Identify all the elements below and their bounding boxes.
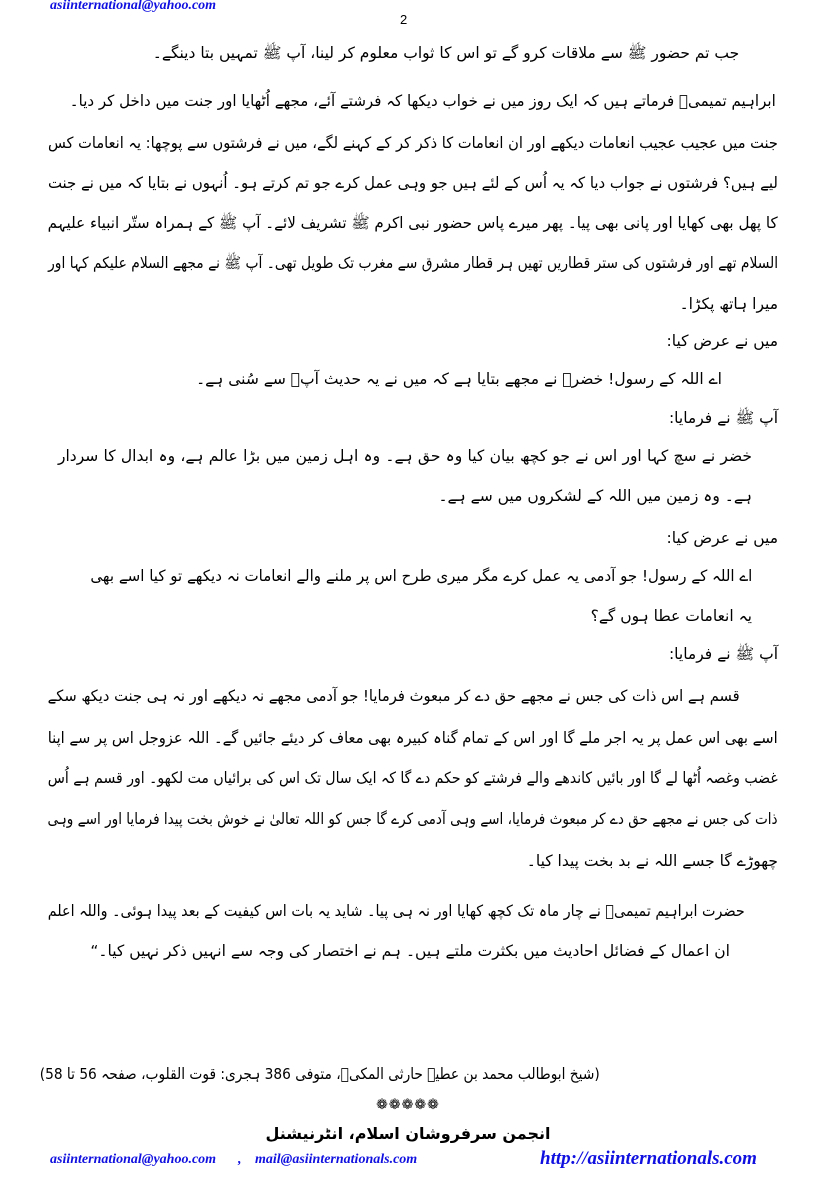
closing-line — [48, 936, 730, 966]
opening-line — [150, 38, 742, 68]
speaker-said-2 — [48, 639, 778, 669]
paragraph-dream-text: ابراہیم تمیمیؒ فرماتے ہیں کہ ایک روز میں نے خواب دیکھا کہ فرشتے آئے، مجھے اُٹھایا اور جنت میں داخل کر دیا۔ — [70, 92, 776, 110]
paragraph-line — [48, 168, 778, 198]
line-text: یہ انعامات عطا ہوں گے؟ — [590, 607, 752, 625]
line-text: آپ ﷺ نے فرمایا: — [668, 645, 778, 663]
footer-email-link-2[interactable]: mail@asiinternationals.com — [255, 1152, 418, 1167]
question-2-line — [90, 601, 752, 631]
question-2-line — [90, 561, 752, 591]
question-1 — [48, 364, 722, 394]
footer-separator: , — [238, 1152, 242, 1167]
page-number: 2 — [400, 12, 408, 27]
line-text: ہے۔ وہ زمین میں اللہ کے لشکروں میں سے ہے۔ — [438, 487, 752, 505]
line-text: غضب وغصہ اُٹھا لے گا اور بائیں کاندھے والے فرشتے کو حکم دے گا کہ ایک سال تک اس کی برائیاں مت لکھو۔ اور قسم ہے اُس — [48, 769, 778, 787]
line-text: میں نے عرض کیا: — [666, 332, 778, 350]
organization-name: انجمن سرفروشان اسلام، انٹرنیشنل — [265, 1124, 551, 1143]
speaker-said-1 — [48, 403, 778, 433]
line-text: خضر نے سچ کہا اور اس نے جو کچھ بیان کیا وہ حق ہے۔ وہ اہل زمین میں بڑا عالم ہے، وہ ابدال کا سردار — [58, 447, 752, 465]
footer-website-link[interactable]: http://asiinternationals.com — [540, 1148, 757, 1169]
closing-line — [48, 896, 745, 926]
line-text: جنت میں عجیب عجیب انعامات دیکھے اور ان انعامات کا ذکر کر کے کہنے لگے، میں نے فرشتوں سے پوچھا: یہ انعامات کس — [47, 134, 778, 152]
answer-2-line — [48, 723, 778, 753]
answer-1-line — [58, 441, 752, 471]
line-text: لیے ہیں؟ فرشتوں نے جواب دیا کہ یہ اُس کے لئے ہیں جو وہی عمل کرے جو تم کرتے ہو۔ اُنہوں نے بتایا کہ میں نے جنت — [48, 174, 778, 192]
paragraph-line — [48, 128, 778, 158]
line-text: السلام تھے اور فرشتوں کی ستر قطاریں تھیں ہر قطار مشرق سے مغرب تک طویل تھی۔ آپ ﷺ نے مجھے السلام علیکم کہا اور — [48, 254, 778, 272]
paragraph-line — [48, 289, 778, 319]
line-text: میں نے عرض کیا: — [666, 529, 778, 547]
speaker-ask-1 — [48, 326, 778, 356]
citation — [40, 1059, 600, 1089]
line-text: میرا ہاتھ پکڑا۔ — [679, 295, 778, 313]
answer-1-line — [58, 481, 752, 511]
paragraph-dream — [70, 86, 776, 116]
footer-email-link-1[interactable]: asiinternational@yahoo.com — [50, 1152, 217, 1167]
paragraph-line — [48, 208, 778, 238]
line-text: چھوڑے گا جسے اللہ نے بد بخت پیدا کیا۔ — [526, 852, 778, 870]
answer-2-line — [48, 846, 778, 876]
line-text: اسے بھی اس عمل پر یہ اجر ملے گا اور اس کے تمام گناہ کبیرہ بھی معاف کر دیئے جائیں گے۔ اللہ عزوجل اس پر سے اپنا — [48, 729, 778, 747]
answer-2-line — [48, 681, 740, 711]
line-text: کا پھل بھی کھایا اور پانی بھی پیا۔ پھر میرے پاس حضور نبی اکرم ﷺ تشریف لائے۔ آپ ﷺ کے ہمراہ ستّر انبیاء علیہم — [47, 214, 778, 232]
speaker-ask-2 — [48, 523, 778, 553]
opening-line-text: جب تم حضور ﷺ سے ملاقات کرو گے تو اس کا ثواب معلوم کر لینا، آپ ﷺ تمہیں بتا دینگے۔ — [152, 44, 740, 62]
line-text: ذات کی جس نے مجھے حق دے کر مبعوث فرمایا، اسے وہی آدمی کرے گا جس کو اللہ تعالیٰ نے خوش بخت پیدا فرمایا اور اسے وہی — [47, 810, 778, 828]
line-text: آپ ﷺ نے فرمایا: — [668, 409, 778, 427]
line-text: حضرت ابراہیم تمیمیؒ نے چار ماہ تک کچھ کھایا اور نہ ہی پیا۔ شاید یہ بات اس کیفیت کے بعد پیدا ہوئی۔ واللہ اعلم — [48, 902, 745, 920]
answer-2-line — [48, 804, 778, 834]
answer-2-line — [48, 763, 778, 793]
line-text: قسم ہے اس ذات کی جس نے مجھے حق دے کر مبعوث فرمایا! جو آدمی مجھے نہ دیکھے اور نہ ہی جنت دیکھ سکے — [47, 687, 740, 705]
line-text: ان اعمال کے فضائل احادیث میں بکثرت ملتے ہیں۔ ہم نے اختصار کی وجہ سے انہیں ذکر نہیں کیا۔“ — [90, 942, 730, 960]
ornament-divider: ❁❁❁❁❁ — [376, 1097, 440, 1113]
line-text: اے اللہ کے رسول! خضرؑ نے مجھے بتایا ہے کہ میں نے یہ حدیث آپؐ سے سُنی ہے۔ — [196, 370, 722, 388]
paragraph-line — [48, 248, 778, 278]
line-text: اے اللہ کے رسول! جو آدمی یہ عمل کرے مگر میری طرح اس پر ملنے والے انعامات نہ دیکھے تو کیا اسے بھی — [90, 567, 752, 585]
citation-text: (شیخ ابوطالب محمد بن عطیہ حارثی المکیؒ، متوفی 386 ہجری: قوت القلوب، صفحہ 56 تا 58) — [39, 1065, 600, 1083]
header-email-link[interactable]: asiinternational@yahoo.com — [50, 0, 217, 13]
